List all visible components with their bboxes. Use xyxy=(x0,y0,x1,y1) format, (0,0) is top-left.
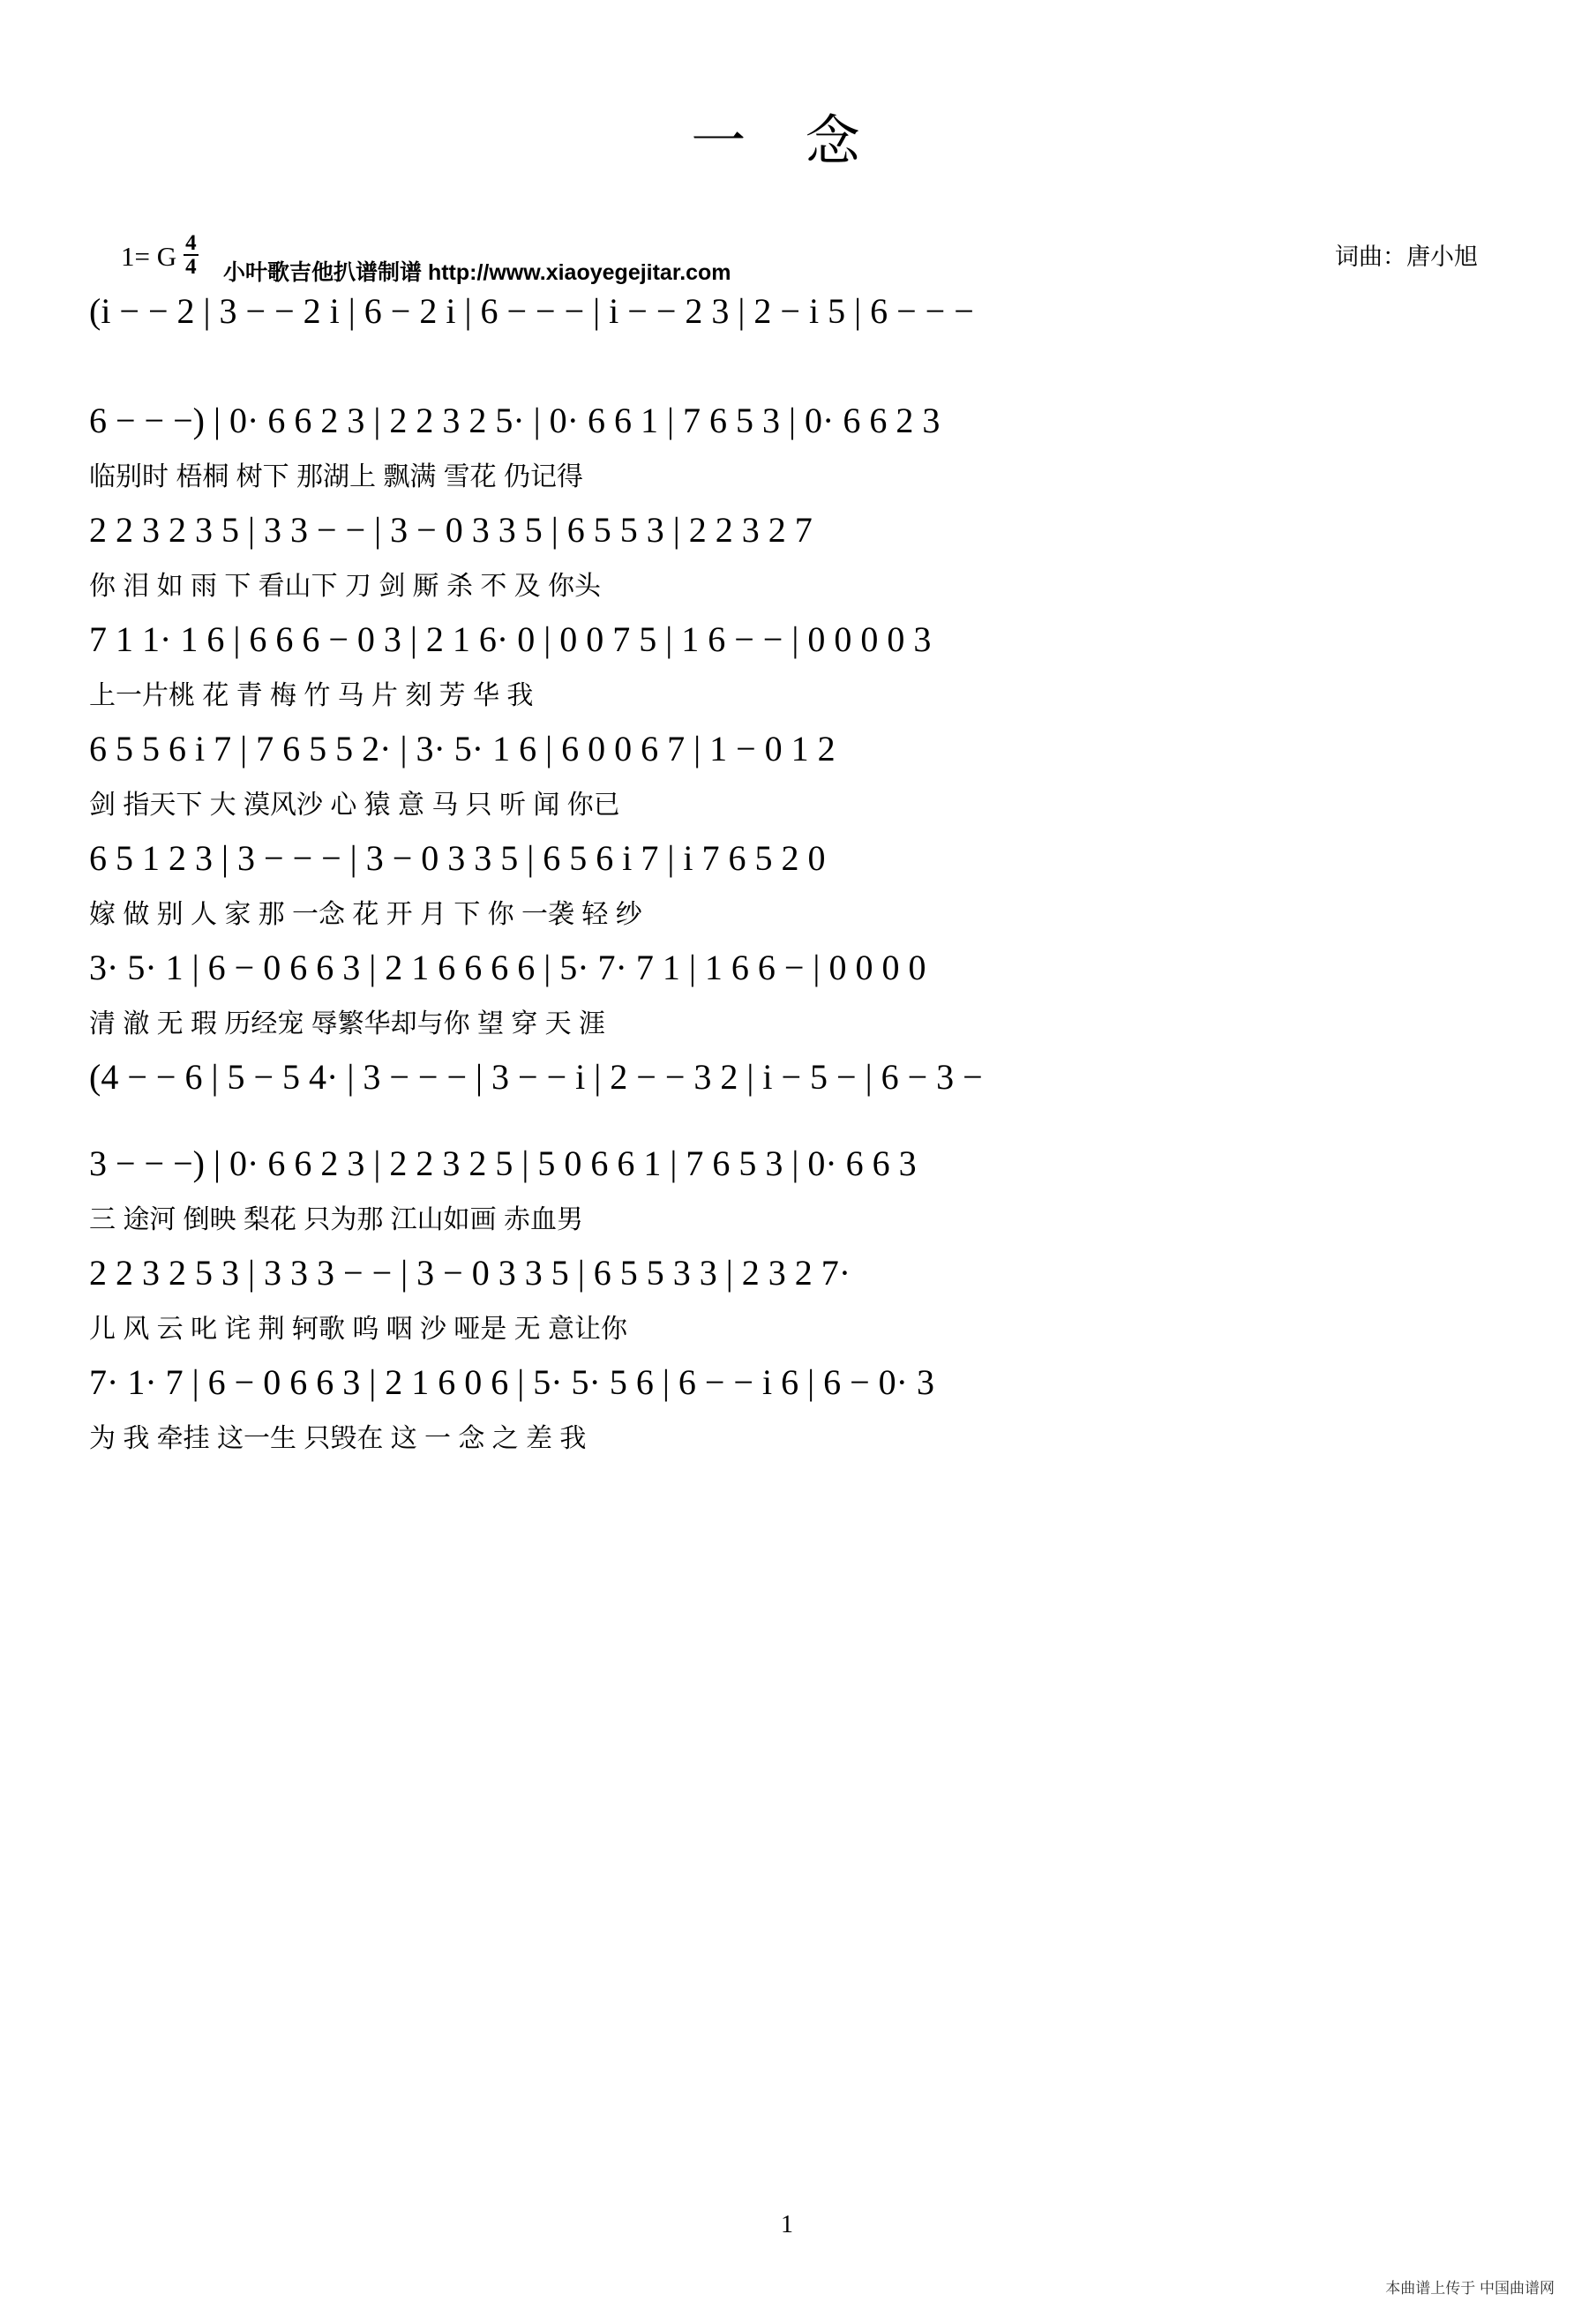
lyrics-line xyxy=(84,345,1490,384)
lyrics-line: 你 泪 如 雨 下 看山下 刀 剑 厮 杀 不 及 你头 xyxy=(89,572,602,601)
music-system xyxy=(84,1056,1490,1137)
lyrics-line: 儿 风 云 叱 诧 荆 轲歌 呜 咽 沙 哑是 无 意让你 xyxy=(89,1315,628,1344)
music-system xyxy=(84,1143,1490,1247)
transcriber-credit: 小叶歌吉他扒谱制谱 http://www.xiaoyegejitar.com xyxy=(223,260,731,285)
music-system xyxy=(84,1361,1490,1466)
lyrics-line: 上一片桃 花 青 梅 竹 马 片 刻 芳 华 我 xyxy=(89,681,534,710)
music-system xyxy=(84,509,1490,613)
footer-credit: 本曲谱上传于 中国曲谱网 xyxy=(1385,2280,1555,2297)
music-system xyxy=(84,400,1490,504)
music-system xyxy=(84,728,1490,832)
time-signature-numerator: 4 xyxy=(185,231,197,255)
time-signature xyxy=(184,232,199,278)
score-header xyxy=(84,223,1490,285)
notation-line: (i − − 2 | 3 − − 2 i | 6 − 2 i | 6 − − − | i − − 2 3 | 2 − i 5 | 6 − − − xyxy=(89,291,974,331)
music-system xyxy=(84,290,1490,394)
notation-line: (4 − − 6 | 5 − 5 4· | 3 − − − | 3 − − i | 2 − − 3 2 | i − 5 − | 6 − 3 − xyxy=(89,1057,983,1097)
composer-credit: 词曲：唐小旭 xyxy=(1335,244,1478,270)
lyrics-line: 三 途河 倒映 梨花 只为那 江山如画 赤血男 xyxy=(89,1205,584,1234)
lyrics-line: 临别时 梧桐 树下 那湖上 飘满 雪花 仍记得 xyxy=(89,462,584,491)
lyrics-line: 清 澈 无 瑕 历经宠 辱繁华却与你 望 穿 天 涯 xyxy=(89,1009,606,1038)
notation-line: 3· 5· 1 | 6 − 0 6 6 3 | 2 1 6 6 6 6 | 5· 7· 7 1 | 1 6 6 − | 0 0 0 0 xyxy=(89,948,926,987)
music-system xyxy=(84,947,1490,1051)
music-system xyxy=(84,837,1490,941)
notation-line: 7 1 1· 1 6 | 6 6 6 − 0 3 | 2 1 6· 0 | 0 0 7 5 | 1 6 − − | 0 0 0 0 3 xyxy=(89,619,932,659)
lyrics-line: 嫁 做 别 人 家 那 一念 花 开 月 下 你 一袭 轻 纱 xyxy=(89,900,642,929)
notation-line: 6 − − −) | 0· 6 6 2 3 | 2 2 3 2 5· | 0· 6 6 1 | 7 6 5 3 | 0· 6 6 2 3 xyxy=(89,401,941,440)
notation-line: 2 2 3 2 5 3 | 3 3 3 − − | 3 − 0 3 3 5 | 6 5 5 3 3 | 2 3 2 7· xyxy=(89,1253,851,1293)
page-title: 一 念 xyxy=(691,112,883,172)
sheet-music-page xyxy=(0,97,1574,2324)
lyrics-line: 剑 指天下 大 漠风沙 心 猿 意 马 只 听 闻 你已 xyxy=(89,791,620,820)
music-system xyxy=(84,1252,1490,1356)
time-signature-denominator: 4 xyxy=(185,255,197,279)
notation-line: 6 5 5 6 i 7 | 7 6 5 5 2· | 3· 5· 1 6 | 6 0 0 6 7 | 1 − 0 1 2 xyxy=(89,729,836,768)
page-number: 1 xyxy=(781,2211,793,2238)
key-signature xyxy=(121,231,199,280)
key-signature-label: 1= G xyxy=(121,241,177,272)
notation-line: 7· 1· 7 | 6 − 0 6 6 3 | 2 1 6 0 6 | 5· 5· 5 6 | 6 − − i 6 | 6 − 0· 3 xyxy=(89,1362,934,1402)
notation-line: 6 5 1 2 3 | 3 − − − | 3 − 0 3 3 5 | 6 5 6 i 7 | i 7 6 5 2 0 xyxy=(89,838,826,878)
music-system xyxy=(84,618,1490,723)
lyrics-line: 为 我 牵挂 这一生 只毁在 这 一 念 之 差 我 xyxy=(89,1424,587,1453)
notation-line: 2 2 3 2 3 5 | 3 3 − − | 3 − 0 3 3 5 | 6 5 5 3 | 2 2 3 2 7 xyxy=(89,510,813,550)
notation-line: 3 − − −) | 0· 6 6 2 3 | 2 2 3 2 5 | 5 0 6 6 1 | 7 6 5 3 | 0· 6 6 3 xyxy=(89,1143,917,1183)
